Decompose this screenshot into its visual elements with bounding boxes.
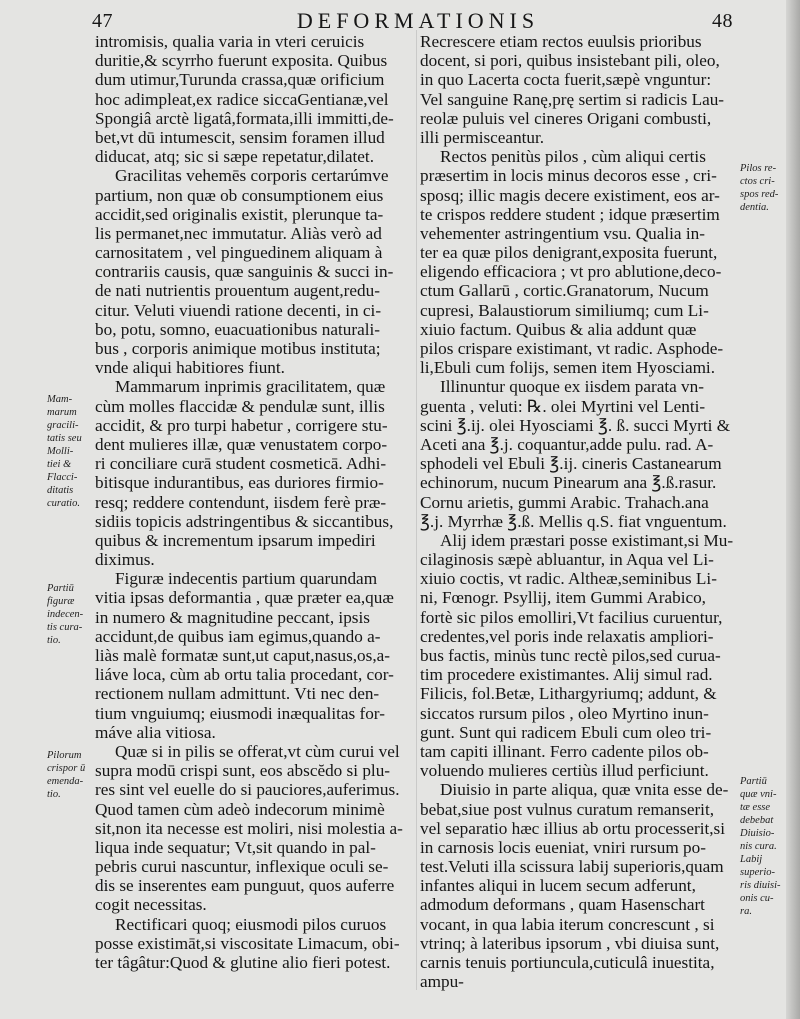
text-line: præsertim in locis minus decoros esse , cri- bbox=[420, 166, 717, 186]
text-line: pebris curui nascuntur, inflexique oculi se- bbox=[95, 857, 389, 877]
margin-note-right bbox=[740, 775, 796, 918]
text-line: supra modū crispi sunt, eos abscĕdo si plu- bbox=[95, 761, 391, 781]
text-line: credentes,vel poris inde relaxatis ampliori- bbox=[420, 626, 714, 646]
text-line: liàs malè formatæ sunt,ut caput,nasus,os,a- bbox=[95, 646, 390, 665]
text-line: guenta , veluti: ℞. olei Myrtini vel Lenti- bbox=[420, 396, 706, 416]
margin-note-line: indecen- bbox=[47, 609, 84, 620]
text-line: Rectificari quoq; eiusmodi pilos curuos bbox=[115, 914, 387, 934]
text-line: illi permisceantur. bbox=[420, 127, 545, 147]
margin-note-line: spos red- bbox=[740, 189, 779, 200]
margin-note-line: Diuisio- bbox=[740, 828, 775, 839]
text-line: vocant, in qua labia iterum concrescunt , si bbox=[420, 914, 715, 934]
text-line: res sint vel euelle do si pauciores,auferimus. bbox=[95, 780, 400, 800]
text-line: Spongiâ arctè ligatâ,formata,illi immitti,de- bbox=[95, 108, 394, 128]
margin-note-line: Labij bbox=[740, 854, 763, 865]
margin-note-line: Pilorum bbox=[47, 750, 82, 761]
text-line: xiuio factum. Quibus & alia addunt quæ bbox=[420, 319, 697, 339]
margin-note-line: Pilos re- bbox=[740, 163, 777, 174]
text-line: bet,vt dū intumescit, sensim foramen illud bbox=[95, 127, 385, 147]
text-line: lis permanet,nec immutatur. Aliàs verò ad bbox=[95, 223, 382, 243]
margin-note-line: ra. bbox=[740, 906, 752, 917]
text-line: Quod tamen cùm adeò indecorum minimè bbox=[95, 799, 385, 819]
text-line: scini ℥.ij. olei Hyosciami ℥. ß. succi Myrti & bbox=[420, 415, 731, 435]
margin-note-line: Partiū bbox=[47, 583, 74, 594]
text-line: cilaginosis sæpè abluantur, in Aqua vel Li- bbox=[420, 550, 714, 570]
margin-note-line: debebat bbox=[740, 815, 774, 826]
text-line: liqua inde sequatur; Vt,sit quando in pal- bbox=[95, 837, 376, 857]
margin-note-line: gracili- bbox=[47, 420, 79, 431]
margin-note-line: ris diuisi- bbox=[740, 880, 781, 891]
text-line: dum utimur,Turunda crassa,quæ orificium bbox=[95, 70, 385, 90]
text-line: Filicis, fol.Betæ, Lithargyriumq; addunt, & bbox=[420, 684, 717, 704]
margin-note-left bbox=[47, 749, 93, 801]
margin-note-line: tis cura- bbox=[47, 622, 83, 633]
running-title: DEFORMATIONIS bbox=[296, 8, 540, 33]
margin-note-line: tio. bbox=[47, 635, 61, 646]
margin-note-line: crispor ū bbox=[47, 763, 86, 774]
text-line: pilos crispare existimant, vt radic. Asphode- bbox=[420, 339, 724, 358]
margin-note-line: Flacci- bbox=[47, 472, 78, 483]
margin-note-line: nis cura. bbox=[740, 841, 777, 852]
text-line: tium vnguiumq; eiusmodi inæqualitas for- bbox=[95, 703, 385, 723]
text-line: xiuio coctis, vt radic. Altheæ,seminibus Li- bbox=[420, 569, 717, 589]
text-line: vel separatio hæc illius ab ortu processerit,si bbox=[420, 818, 726, 838]
text-line: Illinuntur quoque ex iisdem parata vn- bbox=[440, 377, 704, 397]
text-line: vehementer astringentium vsu. Qualia in- bbox=[420, 223, 705, 243]
text-line: accidunt,de quibus iam egimus,quando a- bbox=[95, 626, 381, 646]
text-line: voluendo mulieres certiùs illud perficiunt. bbox=[420, 761, 709, 781]
text-line: sphodeli vel Ebuli ℥.ij. cineris Castanearum bbox=[420, 454, 722, 474]
margin-note-right bbox=[740, 162, 796, 214]
left-page-number: 47 bbox=[92, 10, 113, 32]
text-line: ctum Gallarū , cortic.Granatorum, Nucum bbox=[420, 281, 709, 301]
text-line: echinorum, nucum Pinearum ana ℥.ß.rasur. bbox=[420, 473, 717, 493]
margin-note-line: tatis seu bbox=[47, 433, 82, 444]
text-line: eligendo efficaciora ; vt pro ablutione,deco- bbox=[420, 262, 722, 282]
text-line: tim procedere existimantes. Alij simul rad. bbox=[420, 665, 713, 685]
text-line: tam capiti illinant. Ferro cadente pilos ob- bbox=[420, 741, 709, 761]
text-line: ter ea quæ pilos denigrant,exposita fuerunt, bbox=[420, 243, 718, 263]
margin-note-line: ditatis bbox=[47, 485, 74, 496]
margin-note-line: Molli- bbox=[47, 446, 74, 457]
text-line: sposq; illic magis decere existiment, eos ar- bbox=[420, 185, 720, 205]
text-line: ri conciliare curā student cosmeticā. Adhi- bbox=[95, 454, 387, 474]
text-line: Aceti ana ℥.j. coquantur,adde pulu. rad. A- bbox=[420, 434, 714, 454]
text-line: cogit necessitas. bbox=[95, 895, 207, 915]
margin-note-line: tæ esse bbox=[740, 802, 771, 813]
margin-note-line: onis cu- bbox=[740, 893, 774, 904]
margin-note-line: tio. bbox=[47, 789, 61, 800]
text-line: carnositatem , vel pinguedinem aliquam à bbox=[95, 243, 383, 263]
text-line: li,Ebuli cum folijs, semen item Hyosciami. bbox=[420, 358, 716, 378]
right-page-number: 48 bbox=[712, 10, 733, 32]
text-line: diximus. bbox=[95, 550, 155, 570]
text-line: contrariis causis, quæ sanguinis & succi in- bbox=[95, 262, 394, 282]
margin-note-line: dentia. bbox=[740, 202, 769, 213]
text-line: posse existimāt,si viscositate Limacum, obi- bbox=[95, 933, 400, 953]
text-line: liáve loca, cùm ab ortu talia procedant, cor- bbox=[95, 665, 394, 685]
margin-note-line: quæ vni- bbox=[740, 789, 777, 800]
text-line: Diuisio in parte aliqua, quæ vnita esse de- bbox=[440, 780, 729, 800]
text-line: ampu- bbox=[420, 972, 464, 992]
margin-note-line: tiei & bbox=[47, 459, 72, 470]
text-line: fortè sic pilos emolliri,Vt facilius curuentur, bbox=[420, 607, 723, 627]
margin-note-line: Partiū bbox=[740, 776, 767, 787]
text-line: duritie,& scyrrho fuerunt exposita. Quibus bbox=[95, 51, 388, 71]
text-line: accidit, & pro turpi habetur , corrigere stu- bbox=[95, 415, 388, 435]
margin-note-line: emenda- bbox=[47, 776, 84, 787]
text-line: accidit,sed originalis existit, plerunque ta- bbox=[95, 204, 384, 224]
text-line: dent mulieres illæ, quæ venustatem corpo- bbox=[95, 434, 388, 454]
text-line: sidiis topicis adstringentibus & siccantibus, bbox=[95, 511, 394, 531]
text-line: ni, Fœnogr. Psyllij, item Gummi Arabico, bbox=[420, 588, 706, 608]
text-line: bus factis, minùs tunc rectè pilos,sed curua- bbox=[420, 646, 721, 665]
text-line: resq; reddere contendunt, iisdem ferè præ- bbox=[95, 492, 387, 512]
margin-note-left bbox=[47, 393, 93, 510]
text-line: Quæ si in pilis se offerat,vt cùm curui vel bbox=[115, 741, 400, 761]
text-line: bus , corporis animique motibus instituta; bbox=[95, 339, 381, 358]
left-text-column bbox=[95, 32, 413, 972]
text-line: infantes aliqui in lucem secum adferunt, bbox=[420, 876, 696, 896]
text-line: docent, si pori, quibus insistebant pili, oleo, bbox=[420, 51, 720, 71]
margin-note-line: curatio. bbox=[47, 498, 80, 509]
margin-note-line: superio- bbox=[740, 867, 775, 878]
text-line: ter tâgâtur:Quod & glutine alio fieri potest. bbox=[95, 953, 391, 972]
text-line: partium, non quæ ob consumptionem eius bbox=[95, 185, 384, 205]
margin-note-line: marum bbox=[47, 407, 77, 418]
text-line: sit,non ita necesse est moliri, nisi molestia a- bbox=[95, 818, 403, 838]
text-line: cùm molles flaccidæ & pendulæ sunt, illis bbox=[95, 396, 385, 416]
text-line: in carnosis locis eueniat, vniri rursum po- bbox=[420, 837, 706, 857]
text-line: siccatos rursum pilos , oleo Myrtino inun- bbox=[420, 703, 709, 723]
text-line: citur. Veluti viuendi ratione decenti, in ci- bbox=[95, 300, 382, 320]
text-line: intromisis, qualia varia in vteri ceruicis bbox=[95, 32, 365, 51]
text-line: bitisque indurantibus, eas duriores firmio- bbox=[95, 473, 384, 493]
text-line: quibus & incrementum ipsarum impediri bbox=[95, 530, 376, 550]
text-line: Rectos penitùs pilos , cùm aliqui certis bbox=[440, 147, 706, 167]
text-line: test.Veluti illa scissura labij superioris,quam bbox=[420, 857, 724, 877]
text-line: gunt. Sunt qui radicem Ebuli cum oleo tri- bbox=[420, 722, 712, 742]
text-line: Figuræ indecentis partium quarundam bbox=[115, 569, 378, 589]
text-line: Recrescere etiam rectos euulsis prioribus bbox=[420, 32, 702, 51]
text-line: ℥.j. Myrrhæ ℥.ß. Mellis q.S. fiat vnguentum. bbox=[420, 511, 727, 531]
text-line: hoc adimpleat,ex radice siccaGentianæ,vel bbox=[95, 89, 389, 109]
text-line: rectionem nullam admittunt. Vti nec den- bbox=[95, 684, 380, 704]
text-line: reolæ puluis vel cineres Origani combusti, bbox=[420, 108, 712, 128]
margin-note-line: Mam- bbox=[47, 394, 73, 405]
text-line: vtrinq; à lateribus ipsorum , vbi diuisa sunt, bbox=[420, 933, 720, 953]
text-line: bo, potu, somno, euacuationibus naturali- bbox=[95, 319, 380, 339]
text-line: máve alia vitiosa. bbox=[95, 722, 216, 742]
text-line: Vel sanguine Ranę,prę sertim si radicis Lau- bbox=[420, 89, 725, 109]
text-line: carnis tenuis portiuncula,cuticulâ inuestita, bbox=[420, 953, 715, 972]
text-line: de nati nutrientis prouentum augent,redu- bbox=[95, 281, 380, 301]
margin-note-left bbox=[47, 582, 93, 647]
text-line: cupresi, Balaustiorum similiumq; cum Li- bbox=[420, 300, 709, 320]
text-line: in numero & magnitudine peccant, ipsis bbox=[95, 607, 370, 627]
text-line: diducat, atq; sic si sæpe repetatur,dilatet. bbox=[95, 147, 375, 167]
text-line: Cornu arietis, gummi Arabic. Trahach.ana bbox=[420, 492, 709, 512]
text-line: Alij idem præstari posse existimant,si Mu- bbox=[440, 530, 734, 550]
column-gutter bbox=[416, 30, 417, 990]
text-line: Mammarum inprimis gracilitatem, quæ bbox=[115, 377, 386, 397]
text-line: te crispos reddere student ; idque præsertim bbox=[420, 204, 720, 224]
text-line: vitia ipsas deformantia , quæ præter ea,quæ bbox=[95, 588, 394, 608]
margin-note-line: ctos cri- bbox=[740, 176, 775, 187]
margin-note-line: figuræ bbox=[47, 596, 75, 607]
text-line: in quo Lacerta cocta fuerit,sæpè vnguntur: bbox=[420, 70, 712, 90]
text-line: vnde aliqui habitiores fiunt. bbox=[95, 358, 285, 378]
text-line: bebat,siue post vulnus curatum remanserit, bbox=[420, 799, 715, 819]
text-line: admodum deformans , quam Hasenschart bbox=[420, 895, 705, 915]
right-text-column bbox=[420, 32, 734, 991]
text-line: Gracilitas vehemēs corporis certarúmve bbox=[115, 166, 389, 186]
text-line: dis se inserentes eam punguut, quos auferre bbox=[95, 876, 395, 896]
